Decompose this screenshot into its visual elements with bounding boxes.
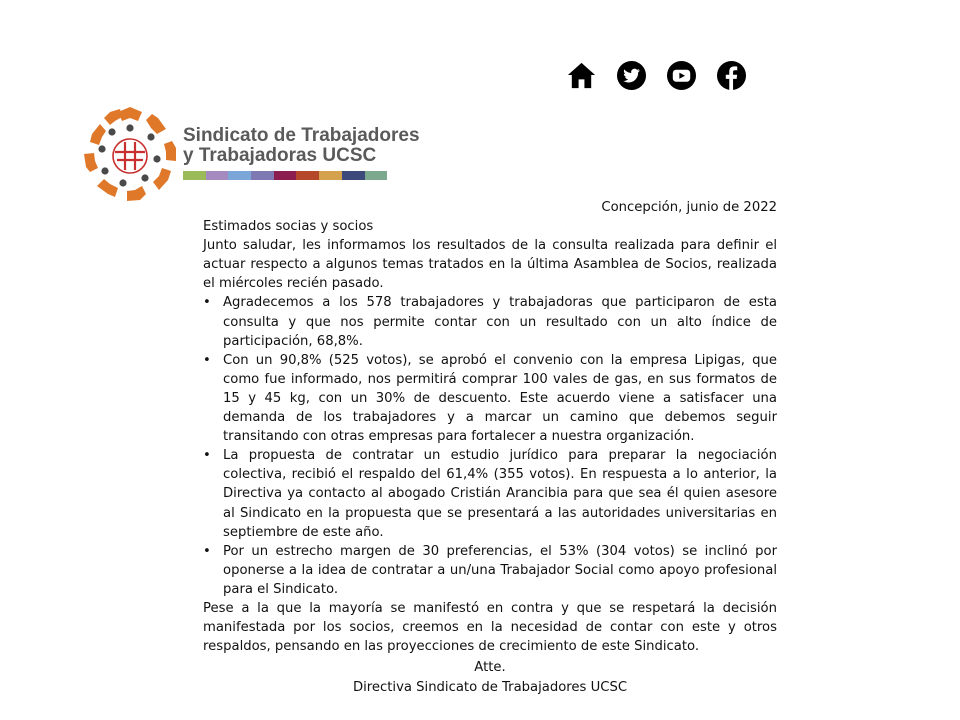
color-strip-segment — [206, 171, 229, 180]
bullet-glyph: • — [203, 448, 211, 464]
results-list — [203, 293, 777, 599]
letter-date: Concepción, junio de 2022 — [601, 200, 777, 215]
list-item — [203, 542, 777, 599]
signature-signer: Directiva Sindicato de Trabajadores UCSC — [352, 679, 628, 695]
logo-title — [183, 126, 420, 166]
list-item-text: Agradecemos a los 578 trabajadores y trabajadoras que participaron de esta consulta y que nos permite contar con un resultado con un alto índice de participación, 68,8%. — [223, 295, 777, 349]
list-item-text: Por un estrecho margen de 30 preferencias, el 53% (304 votos) se inclinó por oponerse a la idea de contratar a un/una Trabajador Social como apoyo profesional para el Sindicato. — [223, 543, 777, 597]
bullet-glyph: • — [203, 543, 211, 559]
youtube-icon[interactable] — [666, 60, 697, 91]
bullet-glyph: • — [203, 352, 211, 368]
logo-title-line2: y Trabajadoras UCSC — [183, 145, 377, 166]
color-strip-segment — [296, 171, 319, 180]
color-strip-segment — [183, 171, 206, 180]
twitter-icon[interactable] — [616, 60, 647, 91]
list-item-text: Con un 90,8% (525 votos), se aprobó el convenio con la empresa Lipigas, que como fue informado, nos permitirá comprar 100 vales de gas, en sus formatos de 15 y 45 kg, con un 30% de descuento. Este acuerdo viene a satisfacer una demanda de los trabajadores y a marcar un camino que debemos seguir transitando con otras empresas para fortalecer a nuestra organización. — [223, 352, 777, 445]
union-emblem — [80, 104, 180, 204]
color-strip-segment — [251, 171, 274, 180]
signature-atte: Atte. — [474, 660, 506, 675]
color-strip-segment — [365, 171, 388, 180]
logo-color-strip — [183, 171, 387, 180]
letter-body — [203, 198, 777, 656]
union-logo — [80, 104, 420, 204]
color-strip-segment — [228, 171, 251, 180]
facebook-icon[interactable] — [716, 60, 747, 91]
list-item-text: La propuesta de contratar un estudio jurídico para preparar la negociación colectiva, recibió el respaldo del 61,4% (355 votos). En respuesta a lo anterior, la Directiva ya contacto al abogado Cristián Arancibia para que sea él quien asesore al Sindicato en la propuesta que se presentará a las autoridades universitarias en septiembre de este año. — [223, 448, 777, 540]
color-strip-segment — [342, 171, 365, 180]
letter-closing: Pese a la que la mayoría se manifestó en contra y que se respetará la decisión manifestada por los socios, creemos en la necesidad de contar con este y otros respaldos, pensando en las proyecciones de crecimiento de este Sindicato. — [203, 600, 777, 655]
logo-title-line1: Sindicato de Trabajadores — [183, 125, 420, 146]
home-icon[interactable] — [566, 60, 597, 91]
list-item — [203, 351, 777, 446]
social-icons — [566, 60, 747, 91]
bullet-glyph: • — [203, 295, 211, 311]
letter-intro: Junto saludar, les informamos los resultados de la consulta realizada para definir el actuar respecto a algunos temas tratados en la última Asamblea de Socios, realizada el miércoles recién pasado. — [203, 238, 777, 292]
list-item — [203, 293, 777, 350]
letter-greeting: Estimados socias y socios — [203, 219, 374, 235]
color-strip-segment — [274, 171, 297, 180]
signature-block — [203, 658, 777, 697]
list-item — [203, 446, 777, 541]
color-strip-segment — [319, 171, 342, 180]
